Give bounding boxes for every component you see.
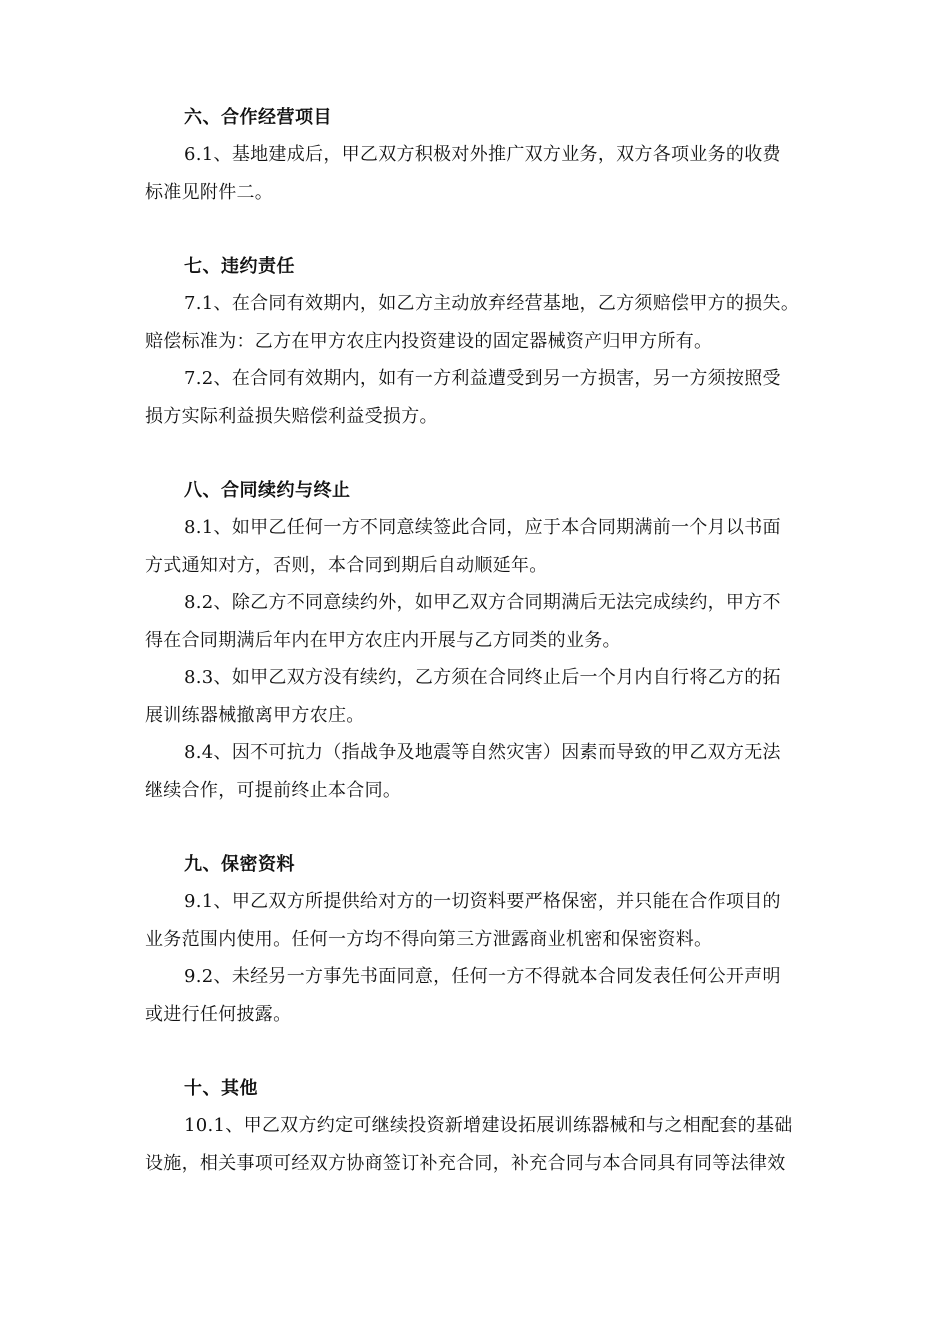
section-heading-6: 六、合作经营项目 [184, 107, 332, 128]
paragraph-7-2-line-1: 7.2、在合同有效期内，如有一方利益遭受到另一方损害，另一方须按照受 [184, 368, 781, 389]
paragraph-8-3-line-2: 展训练器械撤离甲方农庄。 [145, 705, 365, 726]
paragraph-8-4-line-2: 继续合作，可提前终止本合同。 [145, 780, 402, 801]
paragraph-7-2-line-2: 损方实际利益损失赔偿利益受损方。 [145, 406, 438, 427]
section-heading-10: 十、其他 [184, 1078, 258, 1099]
paragraph-7-1-line-1: 7.1、在合同有效期内，如乙方主动放弃经营基地，乙方须赔偿甲方的损失。 [184, 293, 800, 314]
paragraph-8-2-line-2: 得在合同期满后年内在甲方农庄内开展与乙方同类的业务。 [145, 630, 621, 651]
paragraph-9-2-line-2: 或进行任何披露。 [145, 1004, 292, 1025]
section-heading-9: 九、保密资料 [184, 854, 295, 875]
paragraph-10-1-line-1: 10.1、甲乙双方约定可继续投资新增建设拓展训练器械和与之相配套的基础 [184, 1115, 793, 1136]
paragraph-8-1-line-2: 方式通知对方，否则，本合同到期后自动顺延年。 [145, 555, 548, 576]
paragraph-8-4-line-1: 8.4、因不可抗力（指战争及地震等自然灾害）因素而导致的甲乙双方无法 [184, 742, 781, 763]
paragraph-6-1-line-1: 6.1、基地建成后，甲乙双方积极对外推广双方业务，双方各项业务的收费 [184, 144, 781, 165]
section-heading-7: 七、违约责任 [184, 256, 295, 277]
section-heading-8: 八、合同续约与终止 [184, 480, 351, 501]
paragraph-10-1-line-2: 设施，相关事项可经双方协商签订补充合同，补充合同与本合同具有同等法律效 [145, 1153, 786, 1174]
paragraph-9-1-line-2: 业务范围内使用。任何一方均不得向第三方泄露商业机密和保密资料。 [145, 929, 713, 950]
paragraph-6-1-line-2: 标准见附件二。 [145, 182, 274, 203]
paragraph-8-3-line-1: 8.3、如甲乙双方没有续约，乙方须在合同终止后一个月内自行将乙方的拓 [184, 667, 781, 688]
paragraph-9-2-line-1: 9.2、未经另一方事先书面同意，任何一方不得就本合同发表任何公开声明 [184, 966, 781, 987]
paragraph-8-1-line-1: 8.1、如甲乙任何一方不同意续签此合同，应于本合同期满前一个月以书面 [184, 517, 781, 538]
paragraph-7-1-line-2: 赔偿标准为：乙方在甲方农庄内投资建设的固定器械资产归甲方所有。 [145, 331, 713, 352]
paragraph-8-2-line-1: 8.2、除乙方不同意续约外，如甲乙双方合同期满后无法完成续约，甲方不 [184, 592, 781, 613]
paragraph-9-1-line-1: 9.1、甲乙双方所提供给对方的一切资料要严格保密，并只能在合作项目的 [184, 891, 781, 912]
